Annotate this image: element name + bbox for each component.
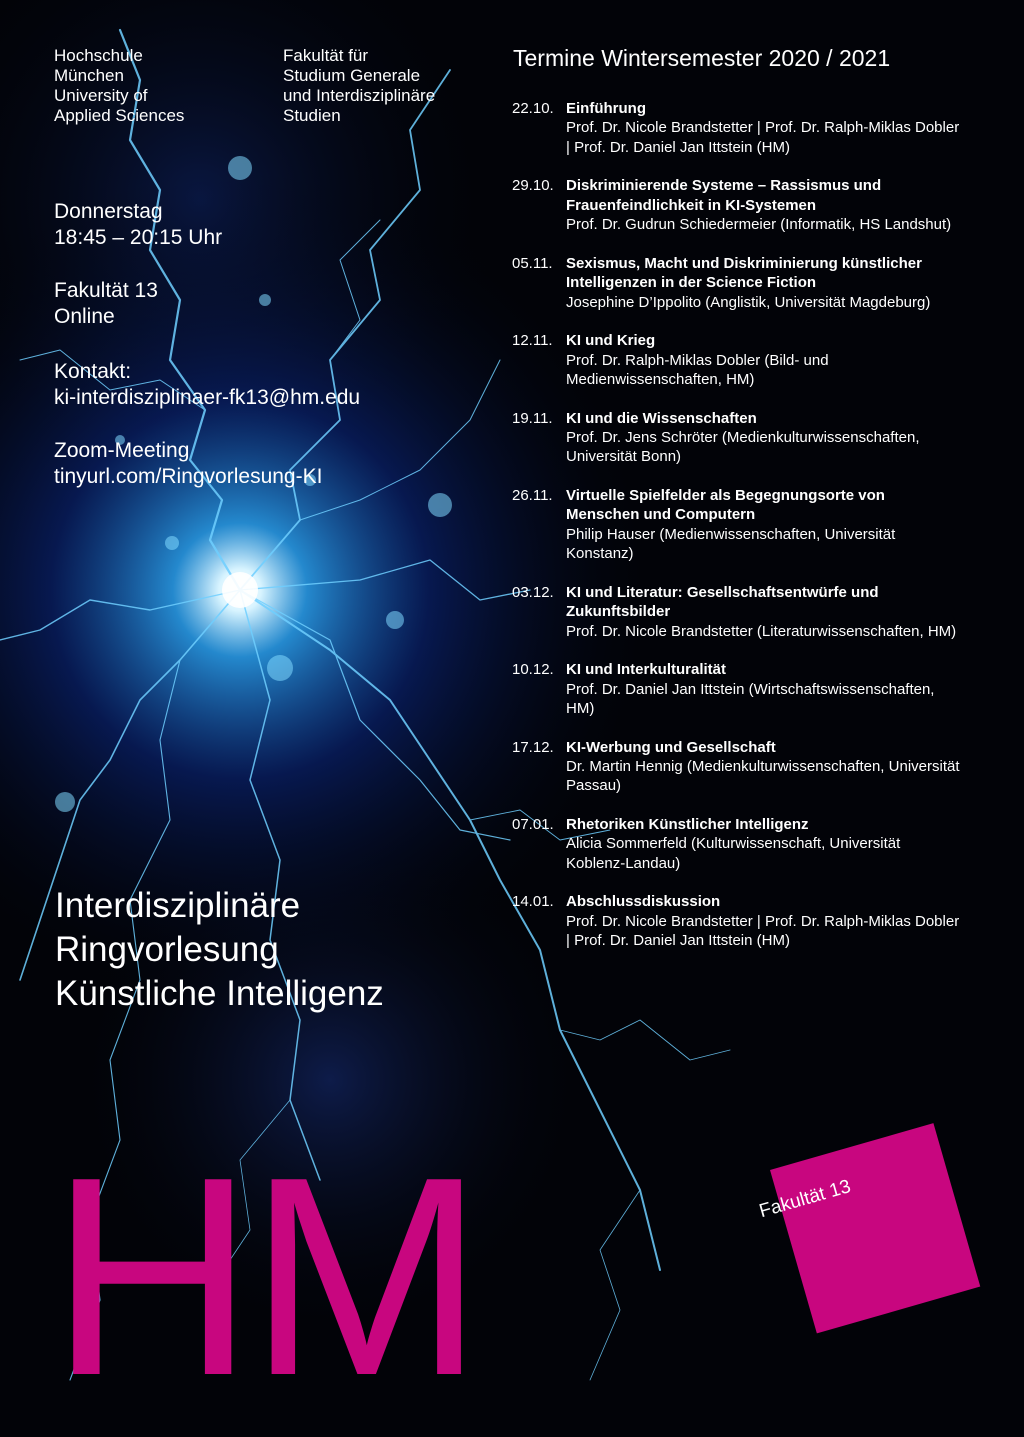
event-speaker: Prof. Dr. Nicole Brandstetter | Prof. Dr. Ralph-Miklas Dobler | Prof. Dr. Daniel Jan Ittstein (HM)	[566, 119, 960, 156]
event-place-block	[54, 278, 484, 330]
event-speaker: Prof. Dr. Ralph-Miklas Dobler (Bild- und Medienwissenschaften, HM)	[566, 351, 829, 389]
contact-email[interactable]: ki-interdisziplinaer-fk13@hm.edu	[54, 386, 361, 409]
schedule-item	[512, 892, 962, 950]
event-location: Online	[54, 305, 115, 328]
event-title: KI und Interkulturalität	[566, 661, 727, 679]
event-date: 17.12.	[512, 738, 554, 756]
event-time: 18:45 – 20:15 Uhr	[54, 226, 223, 249]
hm-logo: HM	[50, 1118, 479, 1434]
faculty-badge-label: Fakultät 13	[757, 1176, 854, 1223]
schedule-item	[512, 99, 962, 157]
contact-block	[54, 359, 484, 411]
schedule-item	[512, 660, 962, 718]
event-speaker: Prof. Dr. Nicole Brandstetter | Prof. Dr. Ralph-Miklas Dobler | Prof. Dr. Daniel Jan Ittstein (HM)	[566, 912, 960, 950]
event-speaker: Alicia Sommerfeld (Kulturwissenschaft, Universität Koblenz-Landau)	[566, 835, 901, 872]
event-time-block	[54, 199, 484, 251]
event-date: 03.12.	[512, 583, 554, 601]
schedule-title: Termine Wintersemester 2020 / 2021	[513, 45, 891, 71]
event-speaker: Dr. Martin Hennig (Medienkulturwissenschaften, Universität Passau)	[566, 758, 960, 795]
event-title: Rhetoriken Künstlicher Intelligenz	[566, 816, 809, 834]
event-speaker: Prof. Dr. Nicole Brandstetter (Literaturwissenschaften, HM)	[566, 622, 957, 640]
schedule-item	[512, 331, 962, 389]
event-date: 22.10.	[512, 100, 554, 117]
event-title: Diskriminierende Systeme – Rassismus und Frauenfeindlichkeit in KI-Systemen	[566, 177, 882, 214]
institution-name: Hochschule München University of Applied Sciences	[54, 46, 185, 125]
event-date: 05.11.	[512, 254, 553, 272]
contact-label: Kontakt:	[54, 360, 132, 383]
zoom-link[interactable]: tinyurl.com/Ringvorlesung-KI	[54, 465, 323, 488]
event-date: 07.01.	[512, 816, 554, 834]
schedule-item	[512, 409, 962, 467]
event-title: KI und Krieg	[566, 332, 656, 350]
schedule-item	[512, 738, 962, 796]
event-speaker: Prof. Dr. Gudrun Schiedermeier (Informatik, HS Landshut)	[566, 216, 952, 234]
event-faculty: Fakultät 13	[54, 279, 158, 302]
schedule-item	[512, 176, 962, 234]
event-speaker: Prof. Dr. Daniel Jan Ittstein (Wirtschaftswissenschaften, HM)	[566, 680, 935, 718]
event-date: 10.12.	[512, 661, 554, 679]
event-title: KI und Literatur: Gesellschaftsentwürfe und Zukunftsbilder	[566, 583, 879, 621]
event-title: Virtuelle Spielfelder als Begegnungsorte von Menschen und Computern	[566, 487, 885, 524]
event-date: 14.01.	[512, 893, 554, 911]
event-speaker: Josephine D’Ippolito (Anglistik, Universität Magdeburg)	[566, 293, 931, 311]
event-date: 26.11.	[512, 487, 553, 505]
schedule-list	[512, 99, 962, 970]
schedule-item	[512, 486, 962, 564]
faculty-name: Fakultät für Studium Generale und Interdisziplinäre Studien	[283, 46, 436, 125]
zoom-label: Zoom-Meeting	[54, 439, 190, 462]
event-title: KI und die Wissenschaften	[566, 409, 757, 427]
event-date: 19.11.	[512, 409, 553, 427]
series-title: Interdisziplinäre Ringvorlesung Künstliche Intelligenz	[55, 886, 384, 1013]
event-date: 29.10.	[512, 177, 554, 195]
event-date: 12.11.	[512, 332, 553, 350]
schedule-item	[512, 815, 962, 873]
schedule-item	[512, 254, 962, 312]
schedule-item	[512, 583, 962, 641]
event-title: Abschlussdiskussion	[566, 893, 721, 911]
zoom-block	[54, 438, 484, 490]
event-speaker: Prof. Dr. Jens Schröter (Medienkulturwissenschaften, Universität Bonn)	[566, 429, 920, 466]
event-title: Einführung	[566, 100, 646, 117]
event-speaker: Philip Hauser (Medienwissenschaften, Universität Konstanz)	[566, 525, 896, 563]
event-title: Sexismus, Macht und Diskriminierung künstlicher Intelligenzen in der Science Fiction	[566, 254, 922, 292]
event-title: KI-Werbung und Gesellschaft	[566, 738, 776, 756]
event-day: Donnerstag	[54, 200, 163, 223]
